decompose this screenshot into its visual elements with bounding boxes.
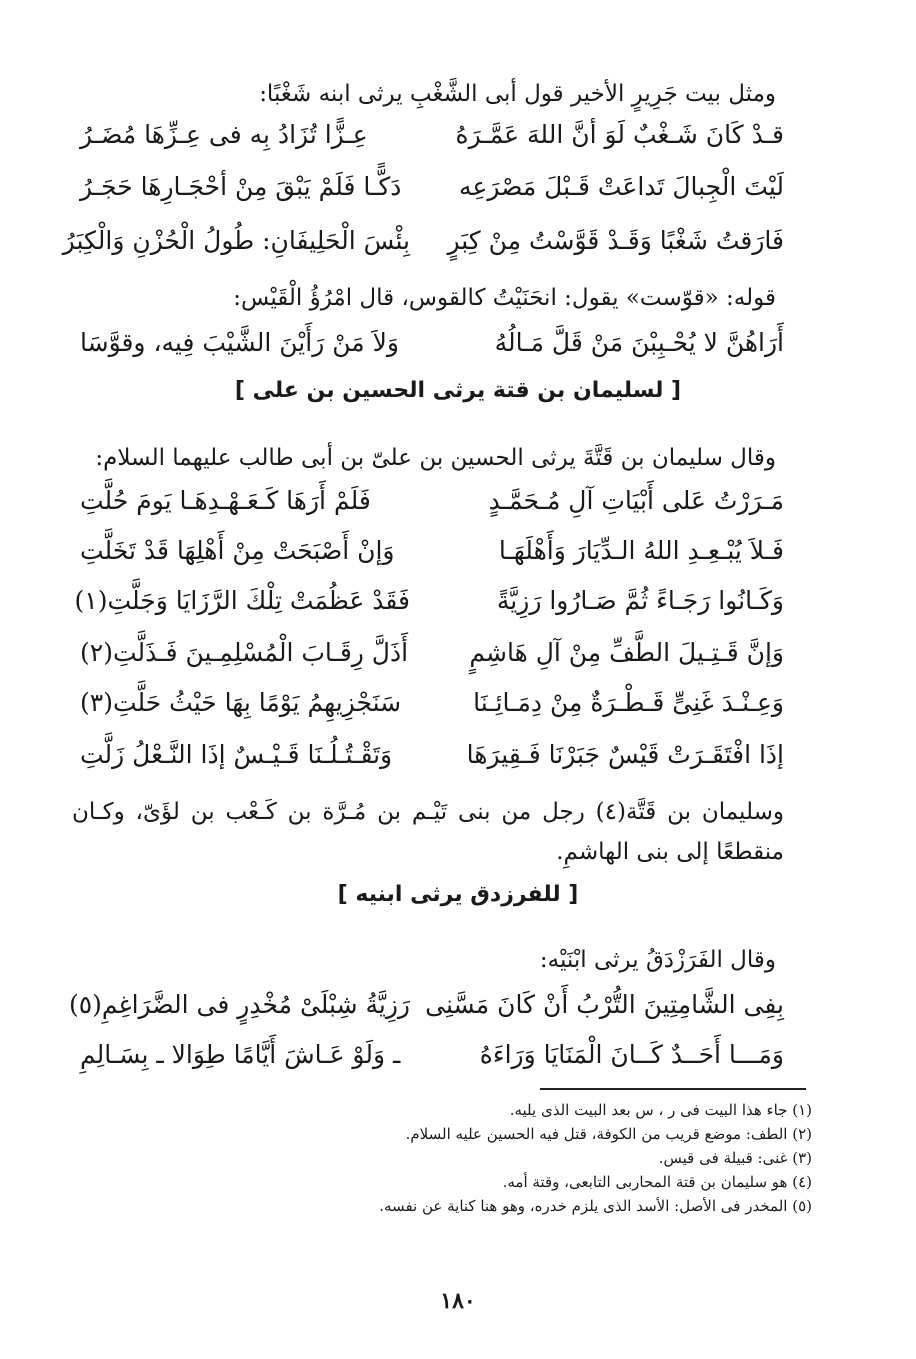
first-hemistich: قـدْ كَانَ شَـغْبٌ لَوَ أنَّ اللهَ عَمَّـرَهُ — [455, 120, 784, 149]
verse-line — [80, 638, 784, 684]
intro-line: وقال سليمان بن قَتَّةَ يرثى الحسين بن علىّ بن أبى طالب عليهما السلام: — [95, 445, 776, 471]
footnotes — [80, 1098, 812, 1218]
first-hemistich: فَـلاَ يُبْـعِـدِ اللهُ الـدِّيَارَ وَأَهْلَهَـا — [498, 536, 784, 565]
second-hemistich: عِـزًّا تُزَادُ بِه فى عِـزِّهَا مُضَـرُ — [80, 120, 368, 149]
footnote: (١) جاء هذا البيت فى ر ، س بعد البيت الذى يليه. — [509, 1101, 812, 1119]
verse-line — [80, 120, 784, 166]
verse-line — [74, 586, 784, 632]
second-hemistich: سَنَجْزِيهِمُ يَوْمًا بِهَا حَيْثُ حَلَّتِ(٣) — [80, 688, 402, 717]
first-hemistich: وَكَـانُوا رَجَـاءً ثُمَّ صَـارُوا رَزِيَّةً — [496, 586, 784, 615]
verse-line — [80, 328, 784, 374]
footnote-divider — [540, 1088, 806, 1090]
footnote: (٥) المخدر فى الأصل: الأسد الذى يلزم خدره، وهو هنا كناية عن نفسه. — [379, 1197, 812, 1215]
verse-line — [80, 536, 784, 582]
verse-line — [80, 1040, 784, 1086]
footnote: (٢) الطف: موضع قريب من الكوفة، قتل فيه الحسين عليه السلام. — [405, 1125, 812, 1143]
first-hemistich: بِفِى الشَّامِتِينَ التُّرْبُ أَنْ كَانَ مَسَّنِى — [425, 990, 784, 1019]
verse-line — [68, 990, 784, 1036]
intro-line: ومثل بيت جَرِيرٍ الأخير قول أبى الشَّغْبِ يرثى ابنه شَغْبًا: — [259, 81, 776, 107]
second-hemistich: دَكًّـا فَلَمْ يَبْقَ مِنْ أحْجَـارِهَا حَجَـرُ — [80, 172, 402, 201]
verse-line — [80, 486, 784, 532]
first-hemistich: لَيْتَ الْجِبالَ تَداعَتْ قَـبْلَ مَصْرَعِه — [459, 172, 784, 201]
verse-line — [80, 740, 784, 786]
intro-line: وقال الفَرَزْدَقُ يرثى ابْنَيْه: — [539, 947, 776, 973]
section-heading: [ للفرزدق يرثى ابنيه ] — [337, 882, 579, 907]
first-hemistich: وَإنَّ قَـتِـيلَ الطَّفِّ مِنْ آلِ هَاشِمٍ — [469, 638, 784, 667]
first-hemistich: فَارَقتُ شَغْبًا وَقَـدْ قَوَّسْتُ مِنْ كِبَرٍ — [447, 226, 784, 255]
second-hemistich: أَذَلَّ رِقَـابَ الْمُسْلِمِـينَ فَـذَلَّتِ(٢) — [80, 638, 409, 667]
verse-line — [62, 226, 784, 272]
footnote: (٤) هو سليمان بن قتة المحاربى التابعى، وقتة أمه. — [502, 1173, 812, 1191]
second-hemistich: بِئْسَ الْحَلِيفَانِ: طُولُ الْحُزْنِ وَالْكِبَرُ — [62, 226, 410, 255]
second-hemistich: وَلاَ مَنْ رَأَيْنَ الشَّيْبَ فِيه، وقوَّسَا — [80, 328, 399, 357]
first-hemistich: مَـرَرْتُ عَلى أَبْيَاتِ آلِ مُـحَمَّـدٍ — [488, 486, 784, 515]
section-heading: [ لسليمان بن قتة يرثى الحسين بن على ] — [234, 378, 682, 403]
footnote: (٣) غنى: قبيلة فى قيس. — [658, 1149, 812, 1167]
biographical-note: وسليمان بن قَتَّة(٤) رجل من بنى تَيْـم بن مُـرَّة بن كَـعْب بن لؤَىّ، وكـان منقطعًا إلى بنى الهاشمِ. — [72, 799, 784, 865]
second-hemistich: رَزِيَّةُ شِبْلَىْ مُخْدِرٍ فى الضَّرَاغِمِ(٥) — [68, 990, 410, 1019]
second-hemistich: وَإنْ أَصْبَحَتْ مِنْ أَهْلِهَا قَدْ تَخَلَّتِ — [80, 536, 395, 565]
page-number: ١٨٠ — [440, 1288, 476, 1314]
gloss-line: قوله: «قوّست» يقول: انحَنَيْتُ كالقوس، قال امْرُؤُ الْقَيْس: — [233, 285, 776, 311]
second-hemistich: وَتَقْـتُـلُـنَا قَـيْـسٌ إذَا النَّـعْلُ زَلَّتِ — [80, 740, 393, 769]
verse-line — [80, 688, 784, 734]
first-hemistich: وَعِـنْـدَ غَنِىٍّ قَـطْـرَةٌ مِنْ دِمَـائِـنَا — [473, 688, 784, 717]
second-hemistich: فَقَدْ عَظُمَتْ تِلْكَ الرَّزَايَا وَجَلَّتِ(١) — [74, 586, 410, 615]
first-hemistich: إذَا افْتَقَـرَتْ قَيْسٌ جَبَرْنَا فَـقِيرَهَا — [466, 740, 784, 769]
second-hemistich: فَلَمْ أَرَهَا كَـعَـهْـدِهَـا يَومَ حُلَّتِ — [80, 486, 371, 515]
second-hemistich: ـ وَلَوْ عَـاشَ أَيَّامًا طِوَالا ـ بِسَـالِمِ — [80, 1040, 401, 1069]
first-hemistich: أَرَاهُنَّ لا يُحْـبِبْنَ مَنْ قَلَّ مَـالُهُ — [494, 328, 784, 357]
first-hemistich: وَمَـــا أَحَــدٌ كَــانَ الْمَنَايَا وَرَاءَهُ — [479, 1040, 784, 1069]
verse-line — [80, 172, 784, 218]
